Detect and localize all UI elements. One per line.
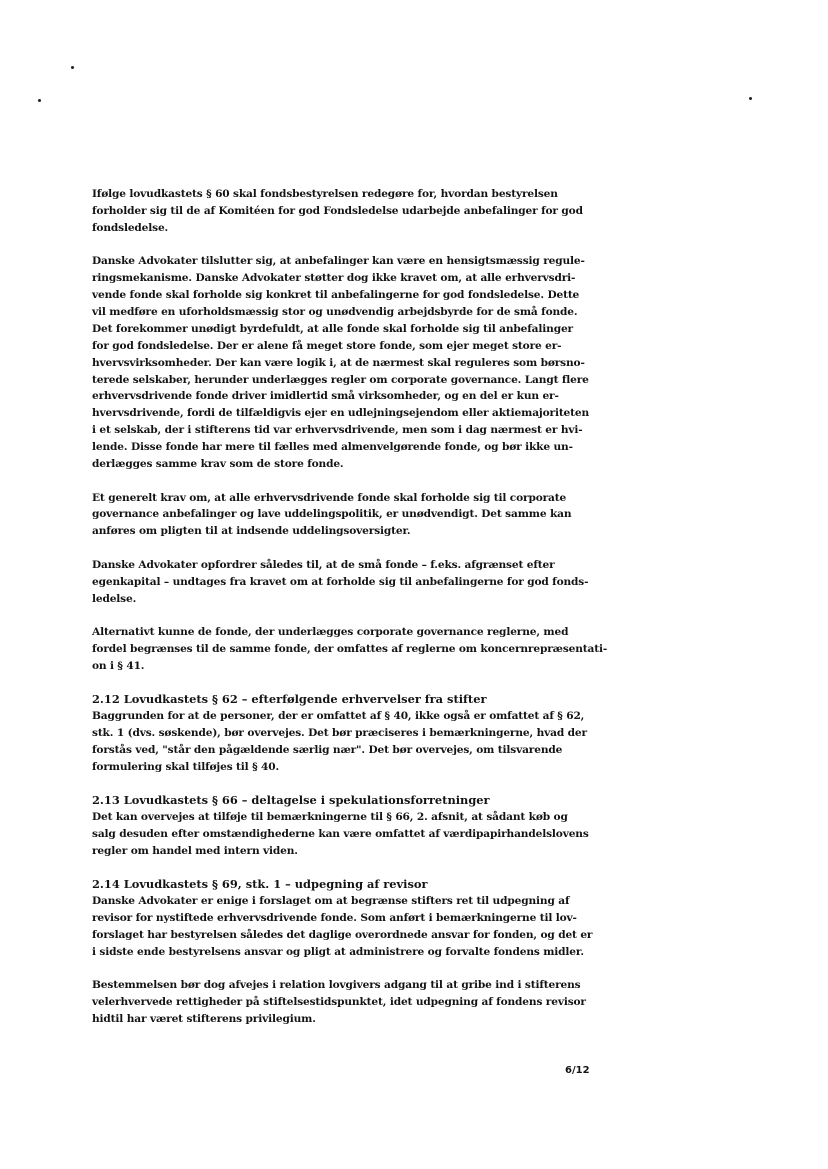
text-line: hvervsvirksomheder. Der kan være logik i, at de nærmest skal reguleres som børsno- — [92, 356, 585, 369]
text-line: egenkapital – undtages fra kravet om at forholde sig til anbefalingerne for god fonds- — [92, 575, 589, 588]
text-line: fordel begrænses til de samme fonde, der omfattes af reglerne om koncernrepræsentati- — [92, 642, 608, 655]
text-line: for god fondsledelse. Der er alene få meget store fonde, som ejer meget store er- — [92, 339, 562, 352]
paragraph — [92, 624, 608, 675]
text-line: Danske Advokater opfordrer således til, at de små fonde – f.eks. afgrænset efter — [92, 558, 555, 571]
page-number: 6/12 — [565, 1065, 590, 1076]
text-line: erhvervsdrivende fonde driver imidlertid små virksomheder, og en del er kun er- — [92, 390, 559, 403]
text-line: Det kan overvejes at tilføje til bemærkningerne til § 66, 2. afsnit, at sådant køb og — [92, 811, 568, 824]
paragraph — [92, 557, 589, 608]
text-line: Alternativt kunne de fonde, der underlægges corporate governance reglerne, med — [92, 625, 569, 638]
text-line: fondsledelse. — [92, 221, 169, 234]
text-line: Et generelt krav om, at alle erhvervsdrivende fonde skal forholde sig til corporate — [92, 491, 567, 504]
text-line: salg desuden efter omstændighederne kan være omfattet af værdipapirhandelslovens — [92, 828, 589, 840]
text-line: on i § 41. — [92, 659, 145, 672]
text-line: formulering skal tilføjes til § 40. — [92, 760, 279, 773]
text-line: i et selskab, der i stifterens tid var erhvervsdrivende, men som i dag nærmest er hvi- — [92, 424, 583, 437]
text-line: forslaget har bestyrelsen således det daglige overordnede ansvar for fonden, og det er — [92, 929, 593, 942]
text-line: velerhvervede rettigheder på stiftelsestidspunktet, idet udpegning af fondens revisor — [92, 996, 586, 1009]
section — [92, 792, 589, 860]
text-line: Baggrunden for at de personer, der er omfattet af § 40, ikke også er omfattet af § 62, — [92, 710, 585, 723]
text-line: anføres om pligten til at indsende uddelingsoversigter. — [92, 525, 411, 538]
text-line: derlægges samme krav som de store fonde. — [92, 458, 344, 471]
scan-speck — [749, 97, 752, 100]
text-line: vil medføre en uforholdsmæssig stor og unødvendig arbejdsbyrde for de små fonde. — [92, 305, 578, 318]
text-line: Danske Advokater er enige i forslaget om at begrænse stifters ret til udpegning af — [92, 895, 570, 908]
text-line: vende fonde skal forholde sig konkret til anbefalingerne for god fondsledelse. Dette — [92, 289, 580, 302]
text-line: forstås ved, "står den pågældende særlig nær". Det bør overvejes, om tilsvarende — [92, 743, 563, 756]
text-line: Danske Advokater tilslutter sig, at anbefalinger kan være en hensigtsmæssig regule- — [92, 255, 585, 268]
text-line: hvervsdrivende, fordi de tilfældigvis ejer en udlejningsejendom eller aktiemajoriteten — [92, 407, 590, 420]
text-line: Det forekommer unødigt byrdefuldt, at alle fonde skal forholde sig til anbefalinger — [92, 322, 573, 335]
text-line: i sidste ende bestyrelsens ansvar og pligt at administrere og forvalte fondens midler. — [92, 945, 584, 958]
section — [92, 876, 593, 961]
section-heading: 2.14 Lovudkastets § 69, stk. 1 – udpegning af revisor — [92, 877, 428, 892]
text-line: ledelse. — [92, 592, 137, 605]
section-heading: 2.13 Lovudkastets § 66 – deltagelse i spekulationsforretninger — [92, 793, 490, 808]
text-line: revisor for nystiftede erhvervsdrivende fonde. Som anført i bemærkningerne til lov- — [92, 912, 577, 925]
section — [92, 691, 587, 776]
text-line: Ifølge lovudkastets § 60 skal fondsbestyrelsen redegøre for, hvordan bestyrelsen — [92, 188, 558, 200]
section-heading: 2.12 Lovudkastets § 62 – efterfølgende erhvervelser fra stifter — [92, 692, 487, 707]
text-line: terede selskaber, herunder underlægges regler om corporate governance. Langt flere — [92, 373, 589, 386]
paragraph — [92, 977, 586, 1028]
text-line: forholder sig til de af Komitéen for god Fondsledelse udarbejde anbefalinger for god — [92, 204, 583, 217]
text-line: stk. 1 (dvs. søskende), bør overvejes. Det bør præciseres i bemærkningerne, hvad der — [92, 726, 587, 739]
text-line: governance anbefalinger og lave uddelingspolitik, er unødvendigt. Det samme kan — [92, 508, 572, 521]
paragraph — [92, 490, 570, 541]
text-line: ringsmekanisme. Danske Advokater støtter dog ikke kravet om, at alle erhvervsdri- — [92, 272, 576, 285]
text-line: Bestemmelsen bør dog afvejes i relation lovgivers adgang til at gribe ind i stifterens — [92, 979, 581, 992]
document-body — [92, 186, 608, 1045]
text-line: lende. Disse fonde har mere til fælles med almenvelgørende fonde, og bør ikke un- — [92, 441, 573, 454]
text-line: regler om handel med intern viden. — [92, 844, 298, 857]
text-line: hidtil har været stifterens privilegium. — [92, 1013, 316, 1026]
paragraph — [92, 186, 583, 237]
paragraph — [92, 253, 590, 473]
scan-speck — [71, 66, 74, 69]
scan-speck — [38, 99, 41, 102]
